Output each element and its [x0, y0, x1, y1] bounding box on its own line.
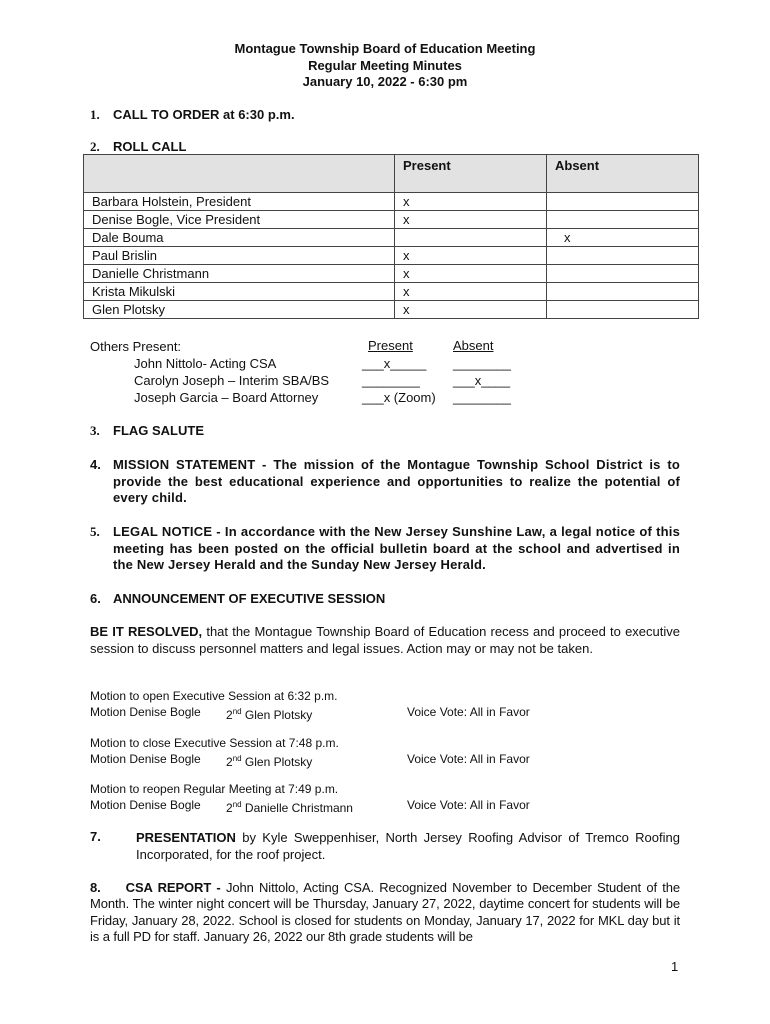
item-legal-notice: [113, 524, 680, 574]
member-name: Paul Brislin: [84, 247, 395, 265]
motion-second: 2nd Glen Plotsky: [226, 754, 313, 769]
table-row: [84, 283, 699, 301]
item-heading: ROLL CALL: [113, 139, 187, 154]
others-name: John Nittolo- Acting CSA: [134, 356, 277, 371]
header-line-2: Regular Meeting Minutes: [308, 57, 462, 73]
member-name: Denise Bogle, Vice President: [84, 211, 395, 229]
member-absent: [547, 265, 699, 283]
member-absent: x: [547, 229, 699, 247]
table-header-absent: Absent: [547, 155, 699, 193]
item-csa-report: [90, 880, 680, 945]
table-header-row: [84, 155, 699, 193]
others-present-value: ___x_____: [362, 356, 427, 371]
motion-vote: Voice Vote: All in Favor: [407, 798, 530, 812]
item-number: 6.: [90, 591, 101, 606]
motion-second: 2nd Glen Plotsky: [226, 707, 313, 722]
motion-title: Motion to close Executive Session at 7:48 p.m.: [90, 736, 339, 750]
item-body: In accordance with the New Jersey Sunshine Law, a legal notice of this meeting has been posted on the official bulletin board at the school and advertised in the New Jersey Herald and the Sunday New Jersey Herald.: [113, 524, 681, 572]
others-present-label: Others Present:: [90, 339, 182, 354]
member-name: Krista Mikulski: [84, 283, 395, 301]
others-present-values: [362, 355, 436, 406]
others-absent-value: ___x____: [453, 373, 511, 388]
motion-mover: Motion Denise Bogle: [90, 705, 201, 719]
item-number-7: 7.: [90, 829, 101, 844]
member-present: x: [395, 193, 547, 211]
item-call-to-order: [90, 107, 295, 123]
member-absent: [547, 247, 699, 265]
table-row: [84, 193, 699, 211]
motion-second: 2nd Danielle Christmann: [226, 800, 353, 815]
item-body: by Kyle Sweppenhiser, North Jersey Roofing Advisor of Tremco Roofing Incorporated, for the roof project.: [136, 830, 680, 862]
item-body: John Nittolo, Acting CSA. Recognized November to December Student of the Month. The winter night concert will be Thursday, January 27, 2022, daytime concert for students will be Friday, January 28, 2022. School is closed for students on Monday, January 17, 2022 for MKL day but it is a full PD for staff. January 26, 2022 our 8th grade students will be: [90, 880, 681, 944]
item-body: The mission of the Montague Township School District is to provide the best educational experience and opportunities to realize the potential of every child.: [113, 457, 680, 505]
table-header-present: Present: [395, 155, 547, 193]
member-present: x: [395, 265, 547, 283]
item-presentation: [136, 829, 680, 863]
others-present-value: ___x (Zoom): [362, 390, 436, 405]
motion-mover: Motion Denise Bogle: [90, 798, 201, 812]
item-number: 8.: [90, 880, 101, 895]
member-absent: [547, 211, 699, 229]
others-absent-value: ________: [453, 356, 511, 371]
member-name: Danielle Christmann: [84, 265, 395, 283]
page-number: 1: [671, 959, 679, 974]
member-name: Dale Bouma: [84, 229, 395, 247]
item-number: 2.: [90, 139, 100, 154]
item-executive-session: [90, 591, 386, 606]
member-absent: [547, 193, 699, 211]
motion-block: [90, 735, 690, 767]
item-heading: CSA REPORT -: [125, 880, 221, 895]
motion-title: Motion to reopen Regular Meeting at 7:49 p.m.: [90, 782, 339, 796]
others-absent-values: [453, 355, 511, 406]
motion-vote: Voice Vote: All in Favor: [407, 705, 530, 719]
member-name: Barbara Holstein, President: [84, 193, 395, 211]
resolution-label: BE IT RESOLVED,: [90, 624, 203, 639]
item-number: 3.: [90, 423, 100, 438]
header-line-1: Montague Township Board of Education Meeting: [234, 41, 536, 56]
item-heading: FLAG SALUTE: [113, 423, 204, 438]
item-heading: MISSION STATEMENT -: [113, 457, 267, 472]
member-present: [395, 229, 547, 247]
item-heading: PRESENTATION: [136, 830, 236, 845]
others-col-present: Present: [368, 338, 413, 353]
resolution-paragraph: [90, 624, 680, 657]
motion-mover: Motion Denise Bogle: [90, 752, 201, 766]
item-flag-salute: [90, 423, 204, 439]
item-number-4: 4.: [90, 457, 101, 472]
table-row: [84, 247, 699, 265]
others-name: Joseph Garcia – Board Attorney: [134, 390, 319, 405]
motion-block: [90, 781, 690, 813]
item-heading: ANNOUNCEMENT OF EXECUTIVE SESSION: [113, 591, 386, 606]
others-present-block: [90, 338, 181, 355]
document-header: [0, 41, 770, 91]
member-name: Glen Plotsky: [84, 301, 395, 319]
member-present: x: [395, 247, 547, 265]
item-heading: LEGAL NOTICE -: [113, 524, 221, 539]
item-number-5: 5.: [90, 524, 100, 539]
item-mission-statement: [113, 457, 680, 507]
table-row: [84, 301, 699, 319]
others-absent-value: ________: [453, 390, 511, 405]
others-name: Carolyn Joseph – Interim SBA/BS: [134, 373, 330, 388]
roll-call-table: [83, 154, 699, 319]
member-absent: [547, 301, 699, 319]
header-line-3: January 10, 2022 - 6:30 pm: [302, 74, 468, 89]
table-row: [84, 211, 699, 229]
item-heading: CALL TO ORDER at 6:30 p.m.: [113, 107, 295, 122]
others-present-value: ________: [362, 373, 420, 388]
item-roll-call: [90, 139, 187, 155]
member-absent: [547, 283, 699, 301]
motion-vote: Voice Vote: All in Favor: [407, 752, 530, 766]
table-header-name: [84, 155, 395, 193]
table-row: [84, 229, 699, 247]
motion-title: Motion to open Executive Session at 6:32 p.m.: [90, 689, 338, 703]
table-row: [84, 265, 699, 283]
member-present: x: [395, 211, 547, 229]
member-present: x: [395, 301, 547, 319]
member-present: x: [395, 283, 547, 301]
motion-block: [90, 688, 690, 720]
resolution-text: that the Montague Township Board of Education recess and proceed to executive session to discuss personnel matters and legal issues. Action may or may not be taken.: [90, 624, 680, 656]
item-number: 1.: [90, 107, 100, 122]
others-names: [134, 355, 329, 406]
others-col-absent: Absent: [453, 338, 494, 353]
